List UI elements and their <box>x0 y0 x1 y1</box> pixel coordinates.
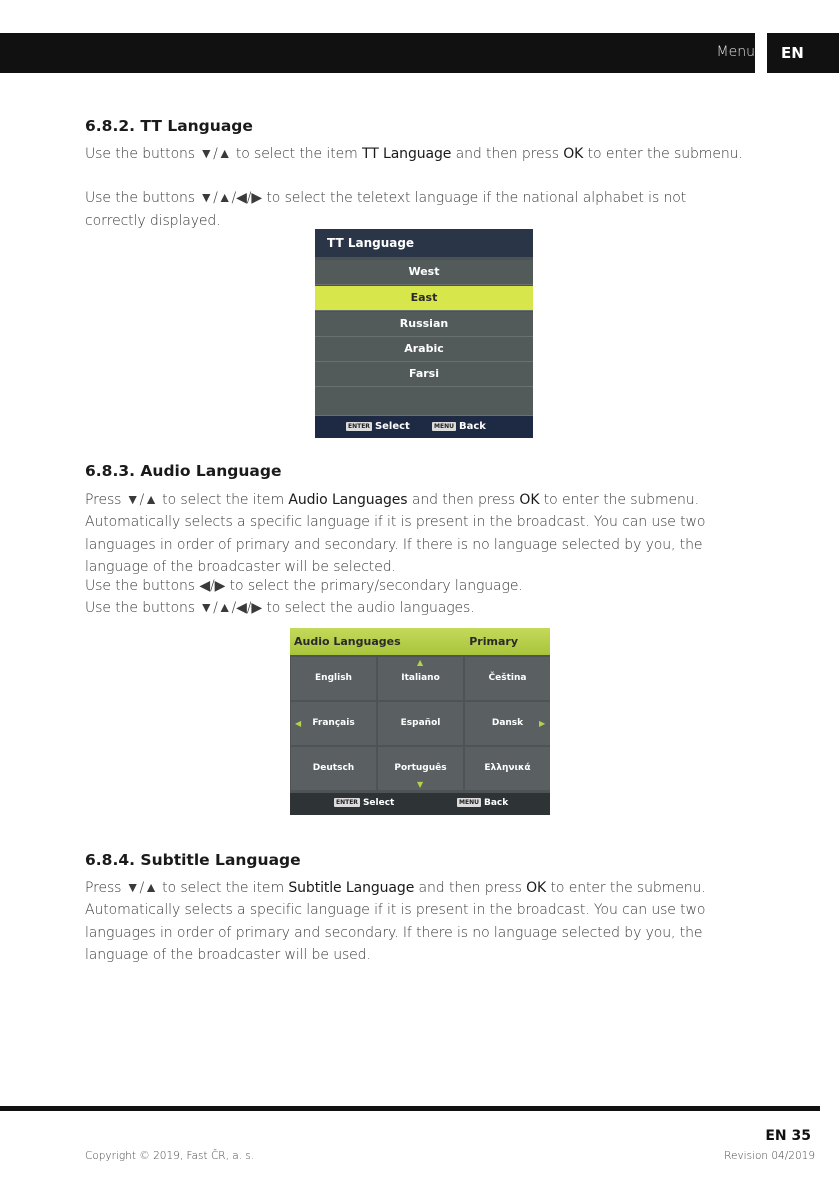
tt-panel-title: TT Language <box>327 236 415 250</box>
audio-languages-panel <box>290 628 550 815</box>
subtitle-section-title: 6.8.4. Subtitle Language <box>85 851 301 869</box>
tt-item-farsi[interactable]: Farsi <box>315 362 533 387</box>
menu-key-icon: MENU <box>434 422 454 430</box>
copyright-text: Copyright © 2019, Fast ČR, a. s. <box>85 1150 255 1162</box>
header-menu-label: Menu <box>716 44 755 60</box>
audio-cell-espanol[interactable]: Español <box>378 702 463 745</box>
audio-cell-deutsch[interactable]: Deutsch <box>291 747 376 790</box>
arrow-down-icon[interactable]: ▼ <box>417 780 424 789</box>
tt-item-arabic[interactable]: Arabic <box>315 337 533 362</box>
audio-section-para2: Automatically selects a specific language if it is present in the broadcast. You can use two languages in order of primary and secondary. If there is no language selected by you, the language of the broadcaster will be selected. <box>85 514 706 575</box>
tt-footer-back: MENU Back <box>434 421 486 432</box>
tt-section-title: 6.8.2. TT Language <box>85 117 253 135</box>
revision-text: Revision 04/2019 <box>724 1150 815 1162</box>
tt-footer-select: ENTER Select <box>348 421 410 432</box>
arrow-right-icon[interactable]: ▶ <box>539 719 546 728</box>
audio-panel-header <box>290 628 550 655</box>
audio-footer-back: MENU Back <box>459 798 509 808</box>
tt-language-panel <box>315 229 533 438</box>
tt-item-russian[interactable]: Russian <box>315 312 533 337</box>
arrow-up-icon[interactable]: ▲ <box>417 658 424 667</box>
audio-cell-english[interactable]: English <box>291 657 376 700</box>
tt-item-east[interactable]: East <box>315 286 533 311</box>
tt-section-para1: Use the buttons ▼/▲ to select the item TT Language and then press OK to enter the submenu. <box>85 146 743 162</box>
menu-key-icon: MENU <box>459 799 479 806</box>
audio-section-title: 6.8.3. Audio Language <box>85 462 282 480</box>
tt-item-west[interactable]: West <box>315 260 533 285</box>
language-badge-label: EN <box>781 44 804 62</box>
audio-section-para3: Use the buttons ◀/▶ to select the primary/secondary language. <box>85 578 523 594</box>
subtitle-section-para2: Automatically selects a specific language if it is present in the broadcast. You can use two languages in order of primary and secondary. If there is no language selected by you, the language of the broadcaster will be used. <box>85 902 706 963</box>
audio-cell-portugues[interactable]: Português <box>378 747 463 790</box>
language-badge <box>767 33 839 73</box>
tt-item-empty <box>315 387 533 416</box>
tt-panel-header <box>315 229 533 257</box>
page-number: EN 35 <box>765 1128 811 1144</box>
audio-panel-mode[interactable]: Primary <box>469 635 518 648</box>
subtitle-section-para1: Press ▼/▲ to select the item Subtitle Language and then press OK to enter the submenu. <box>85 880 706 896</box>
audio-panel-footer <box>290 793 550 815</box>
audio-cell-dansk[interactable]: Dansk <box>465 702 550 745</box>
audio-cell-greek[interactable]: Ελληνικά <box>465 747 550 790</box>
tt-section-para2: Use the buttons ▼/▲/◀/▶ to select the teletext language if the national alphabet is not correctly displayed. <box>85 190 687 229</box>
audio-panel-title: Audio Languages <box>294 635 401 648</box>
tt-panel-footer <box>315 416 533 438</box>
audio-cell-italiano[interactable]: Italiano <box>378 657 463 700</box>
audio-section-para1: Press ▼/▲ to select the item Audio Languages and then press OK to enter the submenu. <box>85 492 699 508</box>
enter-key-icon: ENTER <box>336 799 358 806</box>
audio-section-para4: Use the buttons ▼/▲/◀/▶ to select the audio languages. <box>85 600 475 616</box>
footer-rule <box>0 1106 820 1111</box>
audio-cell-francais[interactable]: Français <box>291 702 376 745</box>
audio-cell-cestina[interactable]: Čeština <box>465 657 550 700</box>
enter-key-icon: ENTER <box>348 422 370 430</box>
arrow-left-icon[interactable]: ◀ <box>295 719 302 728</box>
audio-footer-select: ENTER Select <box>336 798 395 808</box>
